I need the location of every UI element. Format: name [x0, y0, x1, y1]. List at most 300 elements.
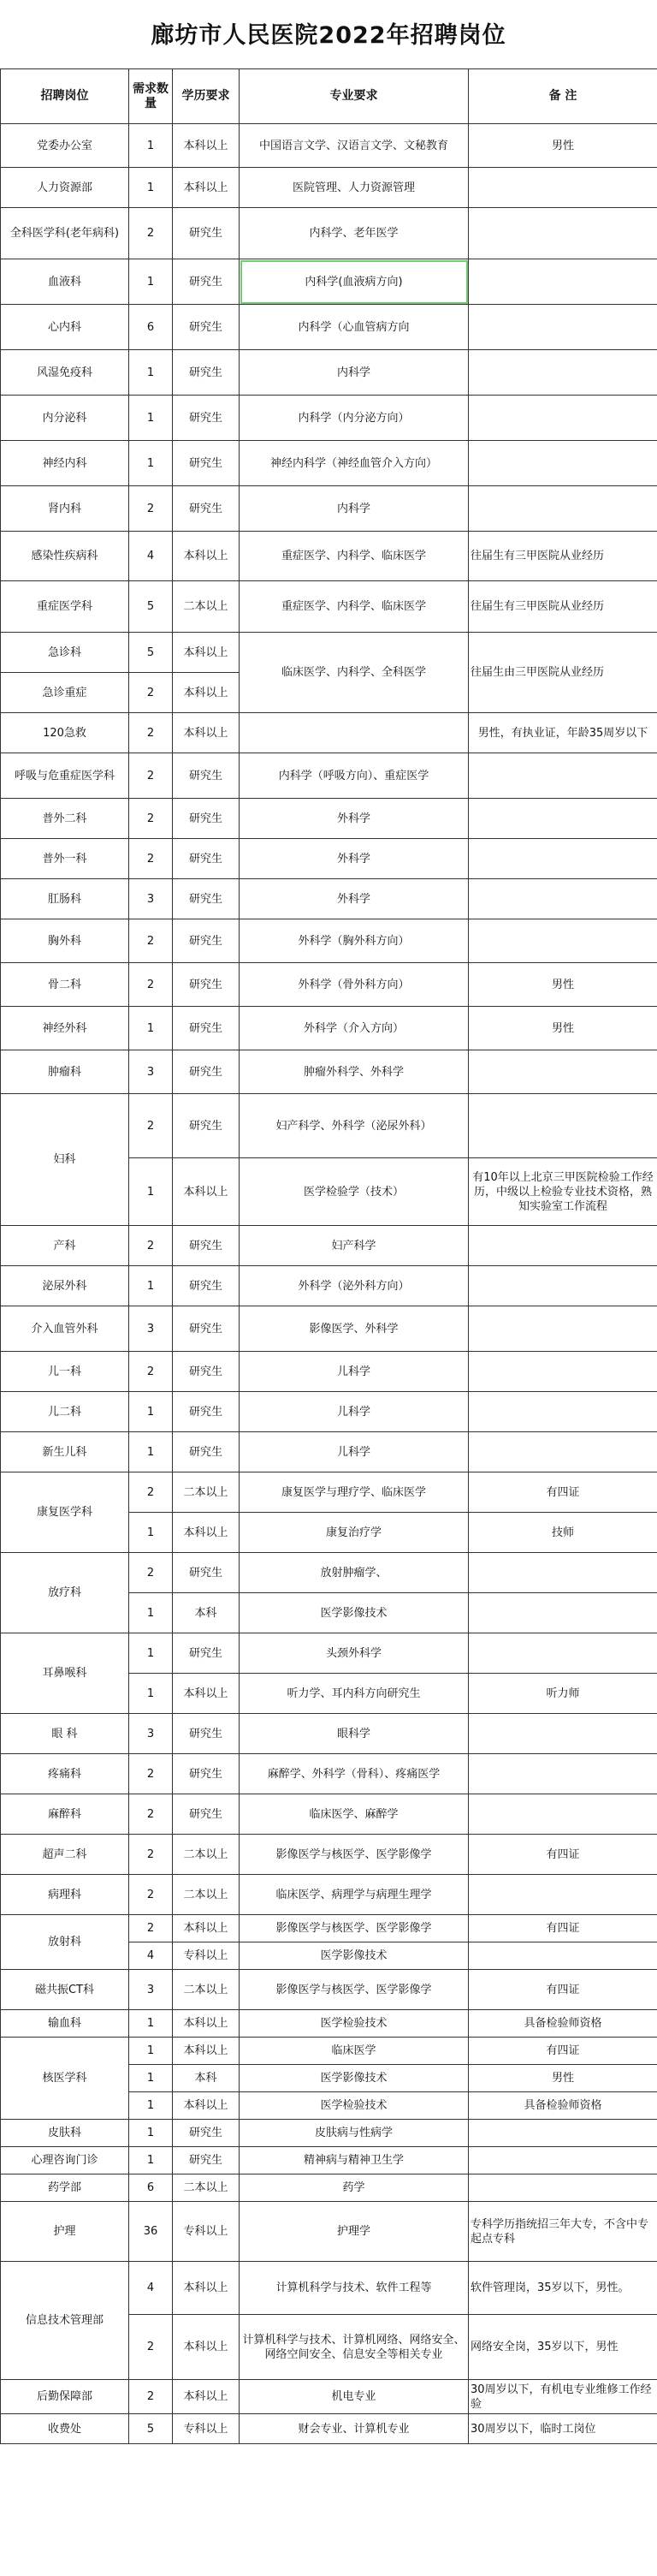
count-cell: 5	[129, 581, 173, 633]
education-cell: 本科以上	[173, 124, 240, 168]
major-cell: 医学检验技术	[240, 2092, 469, 2120]
post-cell: 党委办公室	[1, 124, 129, 168]
education-cell: 研究生	[173, 1754, 240, 1794]
education-cell: 研究生	[173, 919, 240, 963]
post-cell: 药学部	[1, 2174, 129, 2202]
note-cell	[469, 1875, 657, 1915]
count-cell: 1	[129, 1392, 173, 1432]
major-cell: 内科学（心血管病方向	[240, 305, 469, 350]
note-cell	[469, 1553, 657, 1593]
count-cell: 2	[129, 1226, 173, 1266]
count-cell: 2	[129, 963, 173, 1007]
table-row	[1, 713, 657, 753]
page-title: 廊坊市人民医院2022年招聘岗位	[151, 21, 506, 49]
major-cell: 外科学（骨外科方向）	[240, 963, 469, 1007]
education-cell: 本科以上	[173, 1674, 240, 1714]
note-cell: 男性	[469, 2065, 657, 2092]
post-cell: 眼 科	[1, 1714, 129, 1754]
count-cell: 3	[129, 1050, 173, 1094]
post-cell: 神经外科	[1, 1007, 129, 1050]
note-cell: 有四证	[469, 1472, 657, 1513]
note-cell	[469, 350, 657, 396]
major-cell: 影像医学与核医学、医学影像学	[240, 1915, 469, 1942]
major-cell: 麻醉学、外科学（骨科）、疼痛医学	[240, 1754, 469, 1794]
count-cell: 2	[129, 208, 173, 259]
education-cell: 二本以上	[173, 1970, 240, 2010]
recruitment-table	[0, 68, 657, 2444]
post-cell: 急诊重症	[1, 673, 129, 713]
count-cell: 4	[129, 1942, 173, 1970]
count-cell: 2	[129, 1094, 173, 1158]
table-row	[1, 879, 657, 919]
note-cell: 具备检验师资格	[469, 2092, 657, 2120]
count-cell: 2	[129, 753, 173, 799]
note-cell	[469, 1794, 657, 1835]
note-cell	[469, 1094, 657, 1158]
note-cell	[469, 259, 657, 305]
header-edu: 学历要求	[173, 69, 240, 124]
education-cell: 本科	[173, 1593, 240, 1633]
note-cell	[469, 1942, 657, 1970]
count-cell: 2	[129, 799, 173, 839]
note-cell	[469, 396, 657, 441]
major-cell	[240, 713, 469, 753]
note-cell	[469, 1754, 657, 1794]
count-cell: 4	[129, 2262, 173, 2315]
note-cell: 专科学历指统招三年大专，不含中专起点专科	[469, 2202, 657, 2262]
education-cell: 研究生	[173, 486, 240, 532]
major-cell: 妇产科学	[240, 1226, 469, 1266]
major-cell: 皮肤病与性病学	[240, 2120, 469, 2147]
count-cell: 1	[129, 2038, 173, 2065]
count-cell: 2	[129, 2315, 173, 2380]
post-cell: 麻醉科	[1, 1794, 129, 1835]
post-cell: 耳鼻喉科	[1, 1633, 129, 1714]
table-row	[1, 1266, 657, 1306]
note-cell	[469, 2174, 657, 2202]
table-row	[1, 1306, 657, 1352]
count-cell: 1	[129, 259, 173, 305]
major-cell: 外科学（胸外科方向）	[240, 919, 469, 963]
header-note: 备 注	[469, 69, 657, 124]
table-row	[1, 2120, 657, 2147]
education-cell: 本科以上	[173, 532, 240, 581]
education-cell: 二本以上	[173, 1835, 240, 1875]
post-cell: 心理咨询门诊	[1, 2147, 129, 2174]
note-cell	[469, 1432, 657, 1472]
education-cell: 本科以上	[173, 2262, 240, 2315]
post-cell: 放射科	[1, 1915, 129, 1970]
count-cell: 5	[129, 633, 173, 673]
note-cell	[469, 1266, 657, 1306]
post-cell: 新生儿科	[1, 1432, 129, 1472]
note-cell: 30周岁以下，有机电专业维修工作经验	[469, 2380, 657, 2414]
post-cell: 心内科	[1, 305, 129, 350]
major-cell: 外科学（泌外科方向）	[240, 1266, 469, 1306]
note-cell: 软件管理岗，35岁以下，男性。	[469, 2262, 657, 2315]
post-cell: 重症医学科	[1, 581, 129, 633]
major-cell: 医院管理、人力资源管理	[240, 168, 469, 208]
table-row	[1, 208, 657, 259]
education-cell: 本科以上	[173, 1513, 240, 1553]
count-cell: 1	[129, 441, 173, 486]
post-cell: 人力资源部	[1, 168, 129, 208]
major-cell: 外科学	[240, 879, 469, 919]
count-cell: 1	[129, 1513, 173, 1553]
note-cell: 30周岁以下，临时工岗位	[469, 2414, 657, 2444]
table-row	[1, 753, 657, 799]
post-cell: 后勤保障部	[1, 2380, 129, 2414]
post-cell: 内分泌科	[1, 396, 129, 441]
major-cell: 影像医学、外科学	[240, 1306, 469, 1352]
count-cell: 2	[129, 1472, 173, 1513]
table-row	[1, 2262, 657, 2315]
table-row	[1, 839, 657, 879]
table-row	[1, 2174, 657, 2202]
table-row	[1, 633, 657, 673]
count-cell: 1	[129, 1266, 173, 1306]
count-cell: 6	[129, 2174, 173, 2202]
note-cell: 男性，有执业证，年龄35周岁以下	[469, 713, 657, 753]
education-cell: 二本以上	[173, 2174, 240, 2202]
note-cell	[469, 1306, 657, 1352]
note-cell: 有四证	[469, 1915, 657, 1942]
post-cell: 磁共振CT科	[1, 1970, 129, 2010]
note-cell	[469, 305, 657, 350]
note-cell	[469, 441, 657, 486]
post-cell: 普外一科	[1, 839, 129, 879]
post-cell: 放疗科	[1, 1553, 129, 1633]
post-cell: 普外二科	[1, 799, 129, 839]
major-cell: 儿科学	[240, 1432, 469, 1472]
count-cell: 1	[129, 350, 173, 396]
note-cell: 往届生由三甲医院从业经历	[469, 633, 657, 713]
count-cell: 2	[129, 1794, 173, 1835]
table-row	[1, 963, 657, 1007]
note-cell	[469, 208, 657, 259]
education-cell: 研究生	[173, 1007, 240, 1050]
education-cell: 研究生	[173, 1432, 240, 1472]
note-cell	[469, 1352, 657, 1392]
table-row	[1, 1553, 657, 1593]
count-cell: 2	[129, 673, 173, 713]
count-cell: 3	[129, 1714, 173, 1754]
table-row	[1, 1875, 657, 1915]
note-cell	[469, 1714, 657, 1754]
note-cell: 往届生有三甲医院从业经历	[469, 581, 657, 633]
post-cell: 病理科	[1, 1875, 129, 1915]
count-cell: 1	[129, 1158, 173, 1226]
count-cell: 2	[129, 1352, 173, 1392]
table-row	[1, 1915, 657, 1942]
note-cell	[469, 879, 657, 919]
table-row	[1, 2414, 657, 2444]
table-row	[1, 1352, 657, 1392]
post-cell: 妇科	[1, 1094, 129, 1226]
post-cell: 肿瘤科	[1, 1050, 129, 1094]
table-row	[1, 919, 657, 963]
table-row	[1, 1392, 657, 1432]
post-cell: 超声二科	[1, 1835, 129, 1875]
major-cell: 护理学	[240, 2202, 469, 2262]
note-cell	[469, 1633, 657, 1674]
education-cell: 研究生	[173, 1306, 240, 1352]
post-cell: 血液科	[1, 259, 129, 305]
major-cell: 内科学、老年医学	[240, 208, 469, 259]
major-cell: 儿科学	[240, 1392, 469, 1432]
table-row	[1, 1094, 657, 1158]
major-cell: 听力学、耳内科方向研究生	[240, 1674, 469, 1714]
major-cell: 药学	[240, 2174, 469, 2202]
education-cell: 二本以上	[173, 1472, 240, 1513]
major-cell: 内科学（呼吸方向）、重症医学	[240, 753, 469, 799]
count-cell: 2	[129, 919, 173, 963]
post-cell: 疼痛科	[1, 1754, 129, 1794]
post-cell: 呼吸与危重症医学科	[1, 753, 129, 799]
education-cell: 二本以上	[173, 581, 240, 633]
table-row	[1, 441, 657, 486]
note-cell	[469, 1392, 657, 1432]
education-cell: 研究生	[173, 963, 240, 1007]
major-cell: 临床医学、内科学、全科医学	[240, 633, 469, 713]
table-row	[1, 532, 657, 581]
count-cell: 2	[129, 486, 173, 532]
education-cell: 本科以上	[173, 1915, 240, 1942]
education-cell: 本科以上	[173, 2038, 240, 2065]
table-row	[1, 1432, 657, 1472]
note-cell: 技师	[469, 1513, 657, 1553]
note-cell: 有10年以上北京三甲医院检验工作经历，中级以上检验专业技术资格，熟知实验室工作流程	[469, 1158, 657, 1226]
post-cell: 120急救	[1, 713, 129, 753]
note-cell: 具备检验师资格	[469, 2010, 657, 2038]
note-cell: 网络安全岗，35岁以下，男性	[469, 2315, 657, 2380]
major-cell: 影像医学与核医学、医学影像学	[240, 1970, 469, 2010]
education-cell: 研究生	[173, 208, 240, 259]
count-cell: 2	[129, 1915, 173, 1942]
table-header-row	[1, 69, 657, 124]
table-row	[1, 305, 657, 350]
table-row	[1, 2202, 657, 2262]
table-row	[1, 486, 657, 532]
education-cell: 本科以上	[173, 673, 240, 713]
table-row	[1, 1007, 657, 1050]
count-cell: 1	[129, 1674, 173, 1714]
education-cell: 研究生	[173, 1094, 240, 1158]
table-row	[1, 2038, 657, 2065]
header-major: 专业要求	[240, 69, 469, 124]
header-post: 招聘岗位	[1, 69, 129, 124]
table-row	[1, 259, 657, 305]
count-cell: 1	[129, 2120, 173, 2147]
major-cell: 财会专业、计算机专业	[240, 2414, 469, 2444]
post-cell: 信息技术管理部	[1, 2262, 129, 2380]
note-cell: 男性	[469, 963, 657, 1007]
post-cell: 收费处	[1, 2414, 129, 2444]
note-cell: 有四证	[469, 2038, 657, 2065]
table-row	[1, 124, 657, 168]
note-cell	[469, 2147, 657, 2174]
table-row	[1, 581, 657, 633]
major-cell: 精神病与精神卫生学	[240, 2147, 469, 2174]
note-cell	[469, 1226, 657, 1266]
education-cell: 研究生	[173, 1794, 240, 1835]
major-cell: 临床医学、病理学与病理生理学	[240, 1875, 469, 1915]
count-cell: 5	[129, 2414, 173, 2444]
note-cell	[469, 1050, 657, 1094]
count-cell: 3	[129, 1970, 173, 2010]
count-cell: 2	[129, 2380, 173, 2414]
table-row	[1, 1226, 657, 1266]
table-row	[1, 1970, 657, 2010]
post-cell: 产科	[1, 1226, 129, 1266]
count-cell: 1	[129, 2147, 173, 2174]
table-row	[1, 1472, 657, 1513]
note-cell	[469, 486, 657, 532]
education-cell: 研究生	[173, 259, 240, 305]
note-cell	[469, 2120, 657, 2147]
post-cell: 介入血管外科	[1, 1306, 129, 1352]
major-cell: 肿瘤外科学、外科学	[240, 1050, 469, 1094]
education-cell: 本科以上	[173, 168, 240, 208]
post-cell: 泌尿外科	[1, 1266, 129, 1306]
major-cell: 医学检验学（技术）	[240, 1158, 469, 1226]
post-cell: 输血科	[1, 2010, 129, 2038]
major-cell: 重症医学、内科学、临床医学	[240, 532, 469, 581]
count-cell: 6	[129, 305, 173, 350]
major-cell: 医学影像技术	[240, 2065, 469, 2092]
education-cell: 研究生	[173, 2120, 240, 2147]
major-cell: 医学检验技术	[240, 2010, 469, 2038]
note-cell: 男性	[469, 124, 657, 168]
education-cell: 专科以上	[173, 1942, 240, 1970]
education-cell: 研究生	[173, 753, 240, 799]
post-cell: 骨二科	[1, 963, 129, 1007]
education-cell: 专科以上	[173, 2202, 240, 2262]
post-cell: 急诊科	[1, 633, 129, 673]
table-row	[1, 1794, 657, 1835]
education-cell: 本科以上	[173, 713, 240, 753]
post-cell: 风湿免疫科	[1, 350, 129, 396]
note-cell	[469, 1593, 657, 1633]
note-cell	[469, 919, 657, 963]
count-cell: 2	[129, 713, 173, 753]
post-cell: 皮肤科	[1, 2120, 129, 2147]
count-cell: 1	[129, 1593, 173, 1633]
major-cell: 计算机科学与技术、计算机网络、网络安全、网络空间安全、信息安全等相关专业	[240, 2315, 469, 2380]
education-cell: 研究生	[173, 441, 240, 486]
education-cell: 本科以上	[173, 2010, 240, 2038]
major-cell: 外科学	[240, 799, 469, 839]
education-cell: 本科以上	[173, 633, 240, 673]
table-body	[1, 124, 657, 2444]
education-cell: 本科	[173, 2065, 240, 2092]
education-cell: 研究生	[173, 839, 240, 879]
education-cell: 研究生	[173, 799, 240, 839]
major-cell: 妇产科学、外科学（泌尿外科）	[240, 1094, 469, 1158]
header-count: 需求数量	[129, 69, 173, 124]
major-cell: 机电专业	[240, 2380, 469, 2414]
count-cell: 2	[129, 839, 173, 879]
major-cell: 中国语言文学、汉语言文学、文秘教育	[240, 124, 469, 168]
post-cell: 神经内科	[1, 441, 129, 486]
major-cell: 眼科学	[240, 1714, 469, 1754]
table-row	[1, 2010, 657, 2038]
count-cell: 1	[129, 1432, 173, 1472]
count-cell: 1	[129, 396, 173, 441]
table-row	[1, 350, 657, 396]
count-cell: 1	[129, 124, 173, 168]
table-row	[1, 1633, 657, 1674]
note-cell	[469, 799, 657, 839]
major-cell: 临床医学	[240, 2038, 469, 2065]
education-cell: 研究生	[173, 305, 240, 350]
education-cell: 研究生	[173, 1050, 240, 1094]
education-cell: 本科以上	[173, 2380, 240, 2414]
major-cell: 神经内科学（神经血管介入方向）	[240, 441, 469, 486]
major-cell: 重症医学、内科学、临床医学	[240, 581, 469, 633]
table-row	[1, 1835, 657, 1875]
table-row	[1, 1714, 657, 1754]
count-cell: 36	[129, 2202, 173, 2262]
major-cell: 头颈外科学	[240, 1633, 469, 1674]
education-cell: 研究生	[173, 396, 240, 441]
table-row	[1, 168, 657, 208]
education-cell: 本科以上	[173, 2315, 240, 2380]
major-cell: 内科学	[240, 350, 469, 396]
count-cell: 2	[129, 1553, 173, 1593]
post-cell: 肾内科	[1, 486, 129, 532]
count-cell: 1	[129, 2092, 173, 2120]
education-cell: 二本以上	[173, 1875, 240, 1915]
major-cell: 内科学（内分泌方向）	[240, 396, 469, 441]
note-cell: 往届生有三甲医院从业经历	[469, 532, 657, 581]
major-cell: 外科学	[240, 839, 469, 879]
major-cell: 临床医学、麻醉学	[240, 1794, 469, 1835]
education-cell: 研究生	[173, 1714, 240, 1754]
education-cell: 研究生	[173, 1226, 240, 1266]
count-cell: 3	[129, 879, 173, 919]
table-row	[1, 396, 657, 441]
count-cell: 1	[129, 2065, 173, 2092]
count-cell: 1	[129, 168, 173, 208]
education-cell: 研究生	[173, 1633, 240, 1674]
count-cell: 1	[129, 2010, 173, 2038]
major-cell: 康复医学与理疗学、临床医学	[240, 1472, 469, 1513]
note-cell	[469, 839, 657, 879]
count-cell: 2	[129, 1754, 173, 1794]
note-cell: 有四证	[469, 1835, 657, 1875]
note-cell	[469, 753, 657, 799]
major-cell: 医学影像技术	[240, 1942, 469, 1970]
note-cell: 男性	[469, 1007, 657, 1050]
major-cell: 外科学（介入方向）	[240, 1007, 469, 1050]
count-cell: 3	[129, 1306, 173, 1352]
major-cell: 儿科学	[240, 1352, 469, 1392]
education-cell: 本科以上	[173, 1158, 240, 1226]
post-cell: 儿二科	[1, 1392, 129, 1432]
post-cell: 儿一科	[1, 1352, 129, 1392]
table-row	[1, 1050, 657, 1094]
education-cell: 研究生	[173, 1266, 240, 1306]
post-cell: 全科医学科(老年病科)	[1, 208, 129, 259]
education-cell: 研究生	[173, 879, 240, 919]
education-cell: 研究生	[173, 1392, 240, 1432]
count-cell: 2	[129, 1875, 173, 1915]
education-cell: 本科以上	[173, 2092, 240, 2120]
count-cell: 4	[129, 532, 173, 581]
education-cell: 专科以上	[173, 2414, 240, 2444]
education-cell: 研究生	[173, 1352, 240, 1392]
